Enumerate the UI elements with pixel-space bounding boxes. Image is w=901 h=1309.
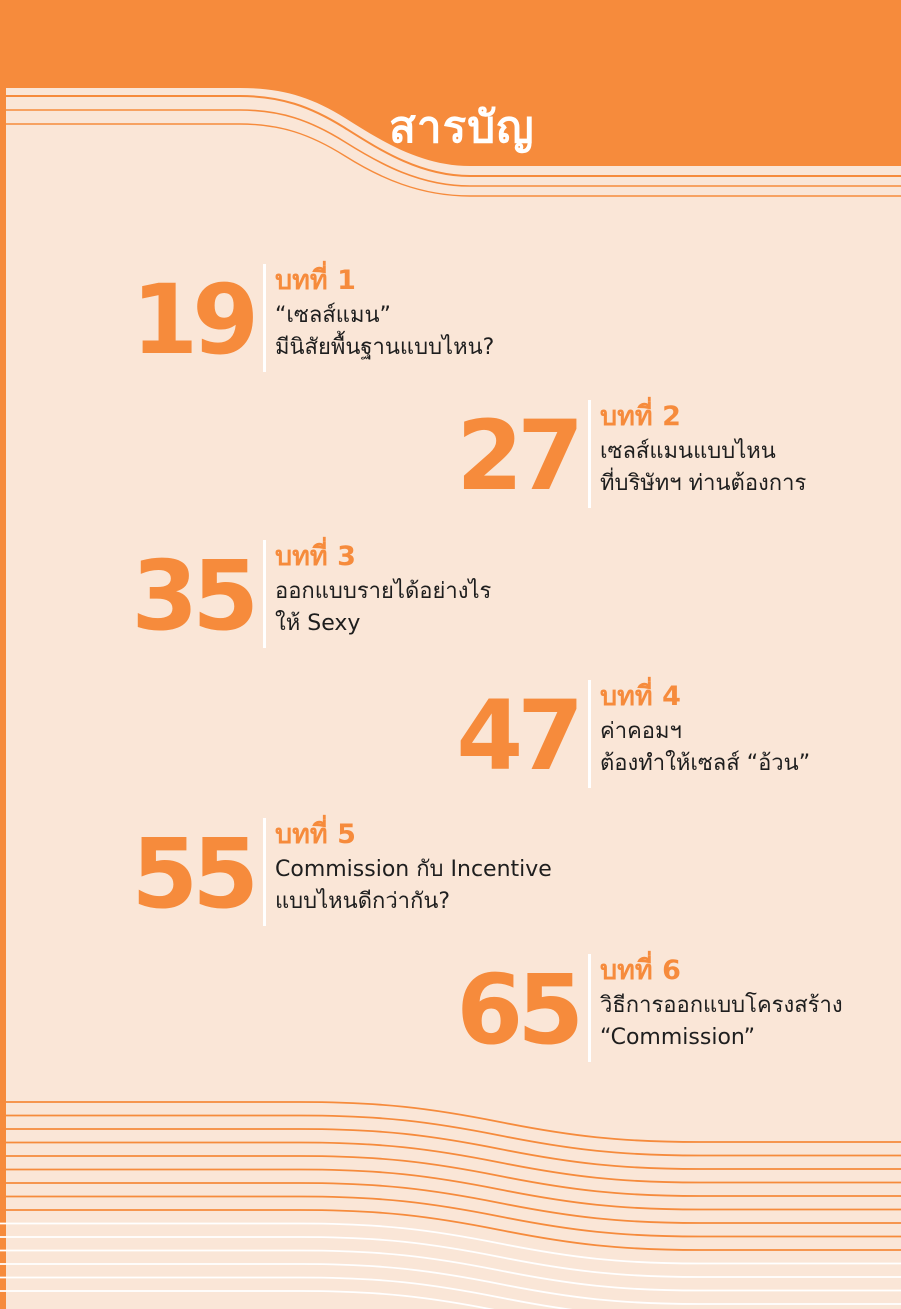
chapter-label: บทที่ 5: [275, 819, 356, 850]
chapter-title-line-1: ออกแบบรายได้อย่างไร: [275, 579, 492, 604]
divider: [263, 818, 266, 926]
chapter-title-line-1: เซลส์แมนแบบไหน: [600, 439, 776, 464]
wave-line: [0, 1183, 901, 1223]
wave-line: [0, 1291, 901, 1309]
divider: [588, 680, 591, 788]
page-number: 55: [131, 818, 253, 930]
wave-line: [0, 1129, 901, 1169]
wave-line: [0, 1237, 901, 1277]
wave-line: [0, 1143, 901, 1183]
divider: [588, 954, 591, 1062]
chapter-label: บทที่ 1: [275, 265, 356, 296]
wave-line: [0, 1102, 901, 1142]
page-title: สารบัญ: [389, 102, 535, 153]
chapter-label: บทที่ 3: [275, 541, 356, 572]
page-number: 47: [456, 680, 578, 792]
wave-line: [0, 1264, 901, 1304]
chapter-title-line-2: มีนิสัยพื้นฐานแบบไหน?: [275, 335, 495, 360]
divider: [263, 540, 266, 648]
chapter-title-line-2: ที่บริษัทฯ ท่านต้องการ: [600, 471, 807, 496]
chapter-title-line-1: วิธีการออกแบบโครงสร้าง: [600, 993, 843, 1018]
wave-line: [0, 1224, 901, 1264]
chapter-title-line-2: ต้องทำให้เซลส์ “อ้วน”: [600, 751, 811, 776]
chapter-title-line-2: แบบไหนดีกว่ากัน?: [275, 889, 451, 914]
chapter-title-line-1: “เซลส์แมน”: [275, 303, 391, 328]
page-number: 65: [456, 954, 578, 1066]
chapter-label: บทที่ 2: [600, 401, 681, 432]
page-number: 27: [456, 400, 578, 512]
chapter-title-line-2: “Commission”: [600, 1025, 756, 1050]
page-number: 19: [131, 264, 253, 376]
decorative-wave-lines: [0, 1080, 901, 1309]
divider: [263, 264, 266, 372]
wave-line: [0, 1251, 901, 1291]
divider: [588, 400, 591, 508]
wave-line: [0, 1170, 901, 1210]
wave-line: [0, 1210, 901, 1250]
chapter-title-line-1: ค่าคอมฯ: [600, 719, 682, 744]
wave-line: [0, 1197, 901, 1237]
wave-line: [0, 1156, 901, 1196]
chapter-label: บทที่ 6: [600, 955, 681, 986]
wave-line: [0, 1116, 901, 1156]
chapter-title-line-1: Commission กับ Incentive: [275, 857, 552, 882]
page-number: 35: [131, 540, 253, 652]
chapter-label: บทที่ 4: [600, 681, 681, 712]
chapter-title-line-2: ให้ Sexy: [275, 611, 361, 636]
